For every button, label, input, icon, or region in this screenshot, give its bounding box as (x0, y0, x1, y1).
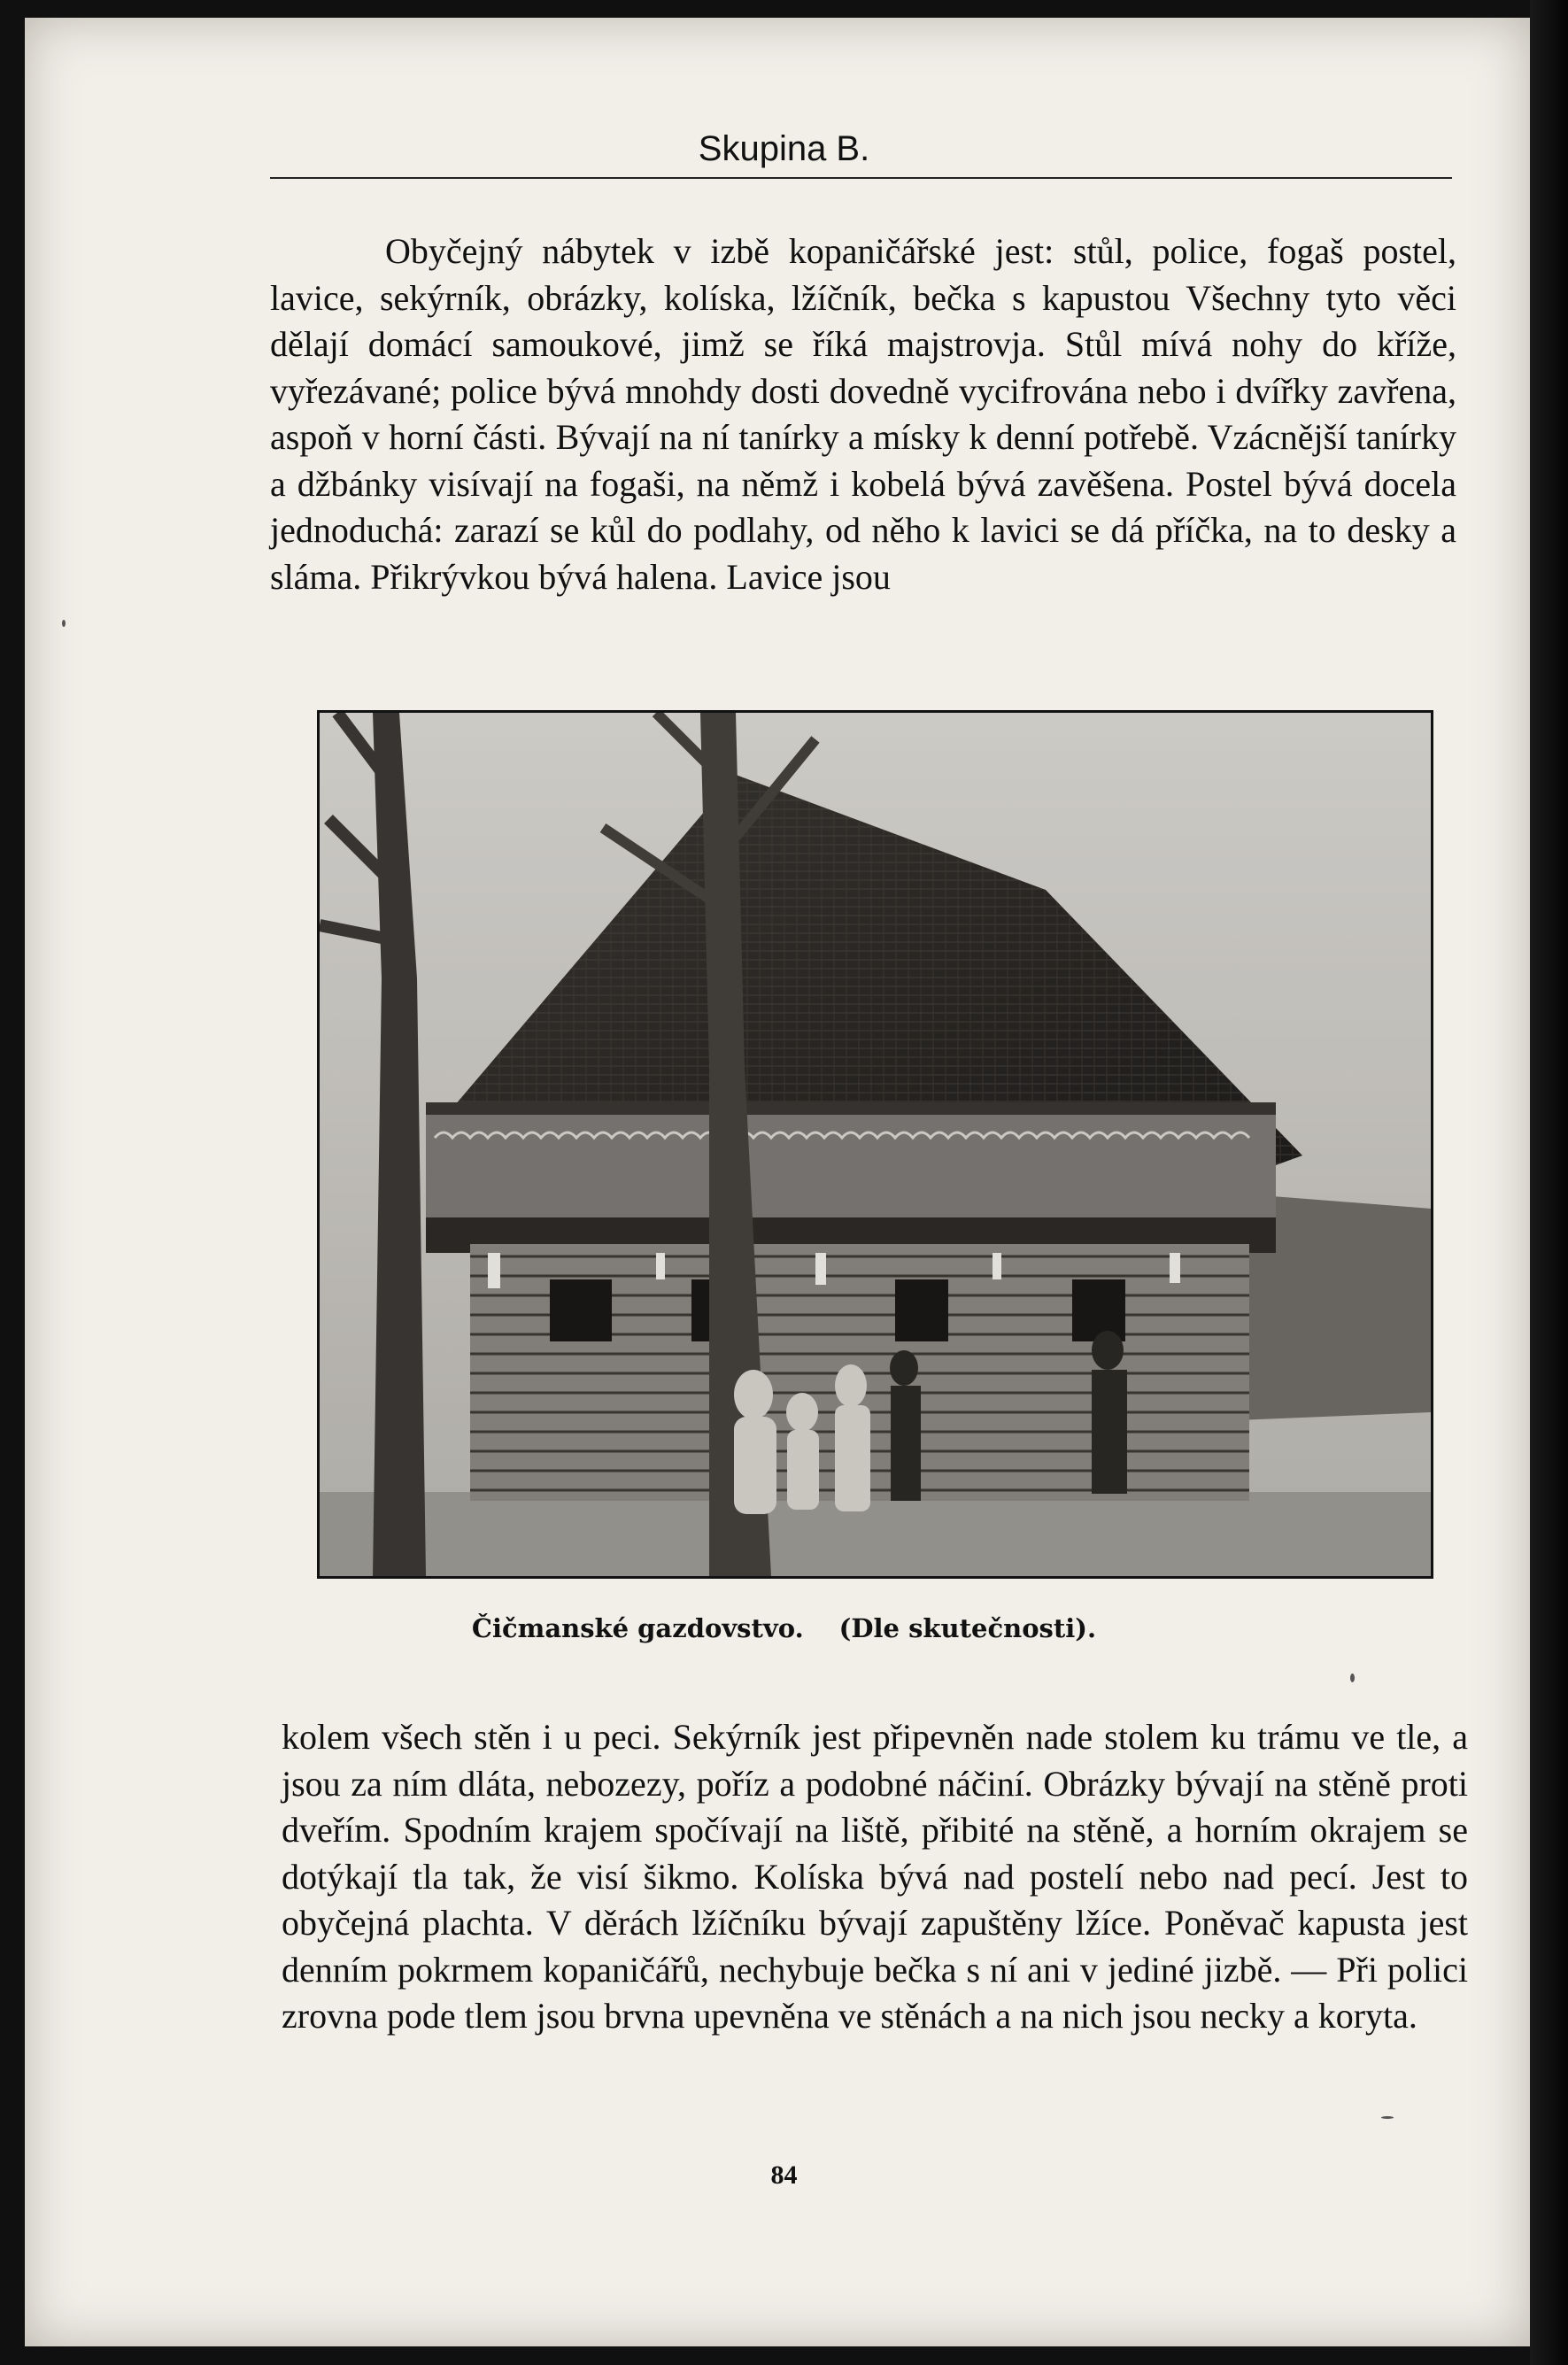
page-header: Skupina B. (698, 129, 870, 168)
caption-title: Čičmanské gazdovstvo. (471, 1613, 804, 1643)
page-number: 84 (770, 2160, 798, 2190)
caption-source: (Dle skutečnosti). (838, 1613, 1097, 1643)
header-rule (270, 177, 1452, 179)
figure-caption (0, 1613, 1568, 1643)
scan-speck (62, 620, 66, 627)
paragraph-1: Obyčejný nábytek v izbě kopaničářské jest: stůl, police, fogaš postel, lavice, sekýrník, obrázky, kolíska, lžíčník, bečka s kapustou Všechny tyto věci dělají domácí samoukové, jimž se říká majstrovja. Stůl mívá nohy do kříže, vyřezávané; police bývá mnohdy dosti dovedně vycifrována nebo i dvířky zavřena, aspoň v horní části. Bývají na ní tanírky a mísky k denní potřebě. Vzácnější tanírky a džbánky visívají na fogaši, na němž i kobelá bývá zavěšena. Postel bývá docela jednoduchá: zarazí se kůl do podlahy, od něho k lavici se dá příčka, na to desky a sláma. Přikrývkou bývá halena. Lavice jsou (270, 231, 1456, 597)
farmhouse-photo (320, 713, 1431, 1576)
scan-speck (1350, 1673, 1355, 1682)
paragraph-2: kolem všech stěn i u peci. Sekýrník jest připevněn nade stolem ku trámu ve tle, a jsou za ním dláta, nebozezy, poříz a podobné náčiní. Obrázky bývají na stěně proti dveřím. Spodním krajem spočívají na liště, přibité na stěně, a horním okrajem se dotýkají tla tak, že visí šikmo. Kolíska bývá nad postelí nebo nad pecí. Jest to obyčejná plachta. V děrách lžíčníku bývají zapuštěny lžíce. Poněvač kapusta jest denním pokrmem kopaničářů, nechybuje bečka s ní ani v jediné jizbě. — Při polici zrovna pode tlem jsou brvna upevněna ve stěnách a na nich jsou necky a koryta. (282, 1717, 1468, 2036)
scan-speck (1381, 2116, 1394, 2119)
figure-photo (317, 710, 1433, 1579)
scan-edge (1530, 0, 1568, 2365)
